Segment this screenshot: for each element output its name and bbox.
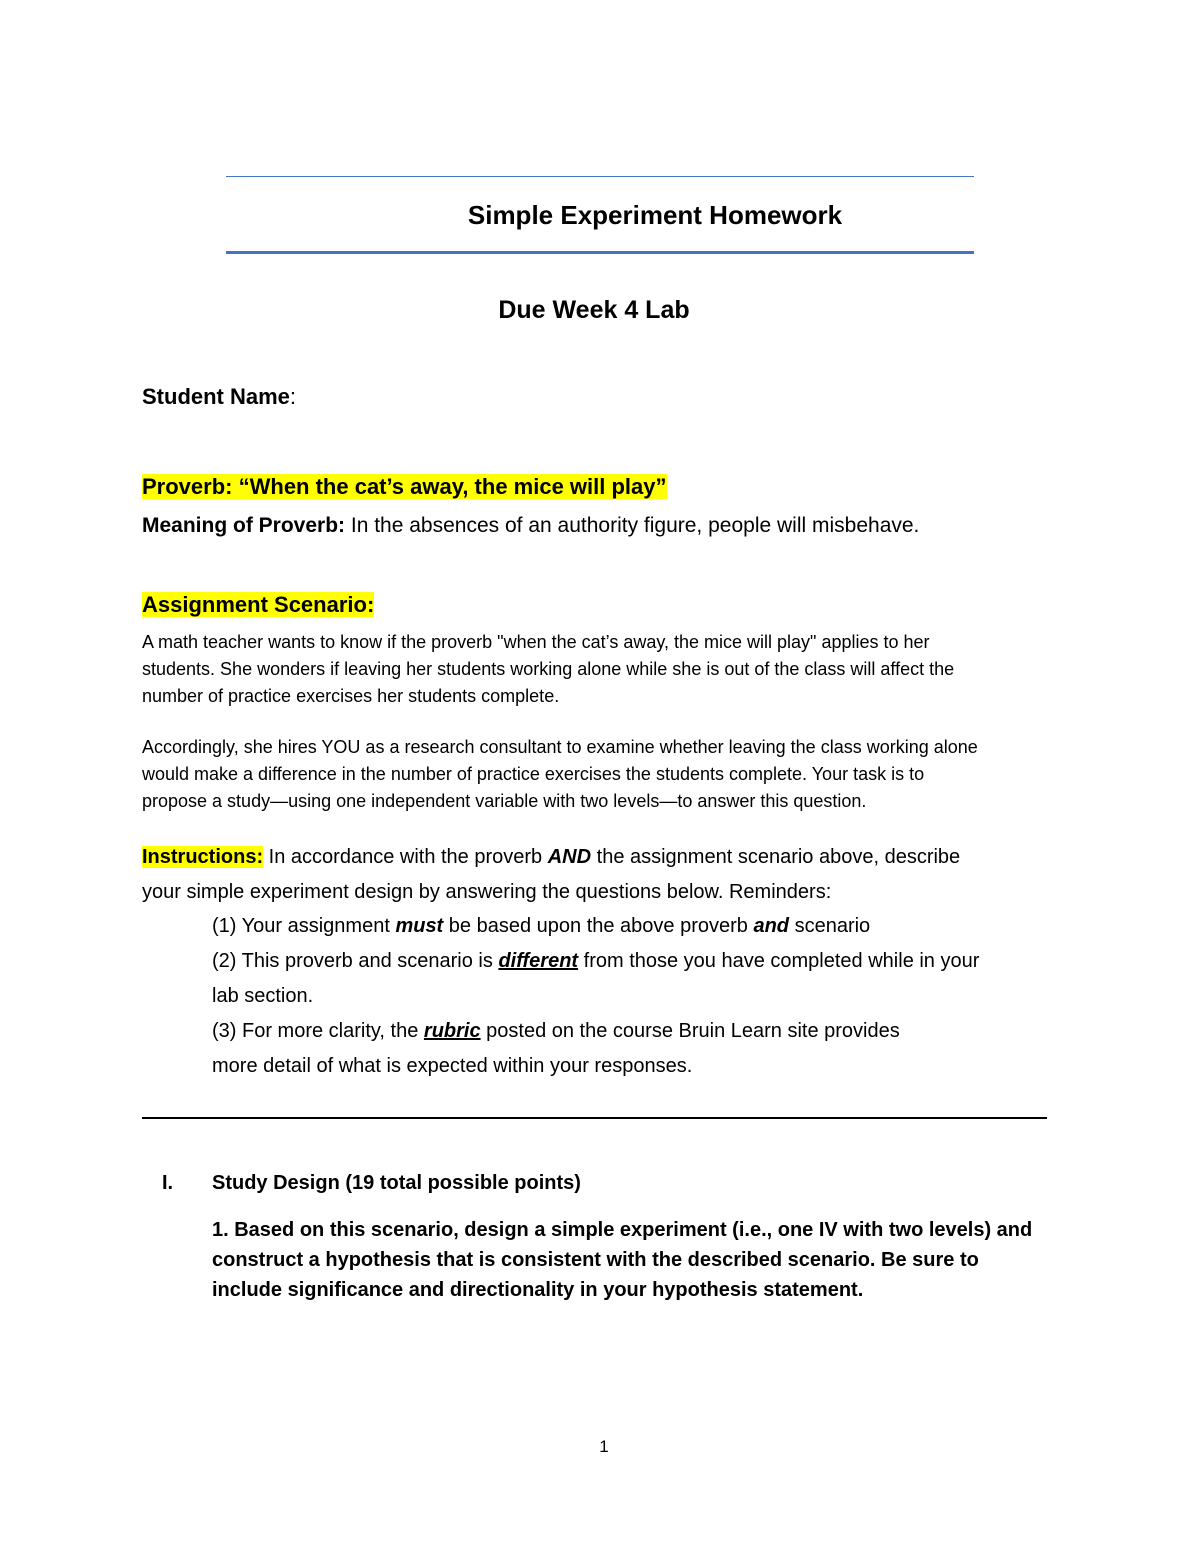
question-1-line-2: construct a hypothesis that is consistent with the described scenario. Be sure to	[212, 1249, 979, 1271]
scenario-p2-line-1: Accordingly, she hires YOU as a research consultant to examine whether leaving the class working alone	[142, 737, 978, 757]
scenario-paragraph-1	[142, 629, 1062, 710]
scenario-p1-line-1: A math teacher wants to know if the proverb "when the cat’s away, the mice will play" applies to her	[142, 632, 930, 652]
proverb-meaning	[142, 514, 919, 538]
instructions-colon: :	[256, 846, 264, 868]
reminders-list	[212, 909, 1072, 1084]
question-1-line-3: include significance and directionality in your hypothesis statement.	[212, 1279, 864, 1301]
proverb-line	[142, 474, 667, 500]
student-name-label: Student Name	[142, 384, 290, 409]
reminder-3-a: (3) For more clarity, the	[212, 1020, 424, 1042]
student-name-colon: :	[289, 384, 297, 409]
question-1-line-1: 1. Based on this scenario, design a simple experiment (i.e., one IV with two levels) and	[212, 1219, 1033, 1241]
instructions-l1-b: the assignment scenario above, describe	[591, 846, 961, 868]
instructions-l1-em: AND	[547, 846, 592, 868]
reminder-2-a: (2) This proverb and scenario is	[212, 950, 499, 972]
scenario-heading-text: Assignment Scenario:	[142, 592, 375, 617]
instructions-line-1	[142, 846, 960, 869]
reminder-2	[212, 944, 1072, 979]
reminder-1-b: be based upon the above proverb	[443, 915, 754, 937]
document-title: Simple Experiment Homework	[467, 200, 843, 230]
student-name-field	[142, 384, 296, 410]
question-1	[212, 1215, 1082, 1305]
reminder-3-b: posted on the course Bruin Learn site provides	[480, 1020, 900, 1042]
proverb-meaning-label: Meaning of Proverb:	[142, 514, 346, 537]
reminder-1-em2: and	[753, 915, 790, 937]
proverb-text: “When the cat’s away, the mice will play”	[238, 474, 667, 499]
due-date: Due Week 4 Lab	[498, 296, 690, 324]
reminder-2-cont: lab section.	[212, 985, 314, 1007]
reminder-3	[212, 1014, 1072, 1049]
page-number: 1	[599, 1437, 609, 1456]
scenario-paragraph-2	[142, 734, 1062, 815]
scenario-p2-line-2: would make a difference in the number of practice exercises the students complete. Your task is to	[142, 764, 925, 784]
reminder-3-em: rubric	[423, 1020, 481, 1042]
reminder-1-a: (1) Your assignment	[212, 915, 396, 937]
section-heading: Study Design (19 total possible points)	[212, 1172, 581, 1194]
scenario-heading	[142, 592, 374, 618]
section-numeral: I.	[162, 1172, 174, 1194]
scenario-p2-line-3: propose a study—using one independent variable with two levels—to answer this question.	[142, 791, 867, 811]
instructions-l1-a: In accordance with the proverb	[263, 846, 548, 868]
instructions-label-text: Instructions	[142, 846, 257, 868]
reminder-1-c: scenario	[789, 915, 871, 937]
reminder-1	[212, 909, 1072, 944]
reminder-3-cont: more detail of what is expected within your responses.	[212, 1055, 693, 1077]
reminder-1-em1: must	[395, 915, 444, 937]
section-divider	[142, 1117, 1047, 1119]
proverb-highlight	[142, 474, 667, 499]
proverb-meaning-text: In the absences of an authority figure, people will misbehave.	[350, 514, 920, 537]
title-top-rule	[226, 176, 974, 177]
proverb-label: Proverb:	[142, 474, 233, 499]
scenario-p1-line-3: number of practice exercises her students complete.	[142, 686, 560, 706]
reminder-2-em: different	[498, 950, 579, 972]
instructions-line-2: your simple experiment design by answering the questions below. Reminders:	[142, 881, 832, 903]
instructions-label	[142, 846, 263, 868]
scenario-p1-line-2: students. She wonders if leaving her students working alone while she is out of the class will affect the	[142, 659, 955, 679]
reminder-2-b: from those you have completed while in your	[578, 950, 980, 972]
title-bottom-rule	[226, 251, 974, 254]
